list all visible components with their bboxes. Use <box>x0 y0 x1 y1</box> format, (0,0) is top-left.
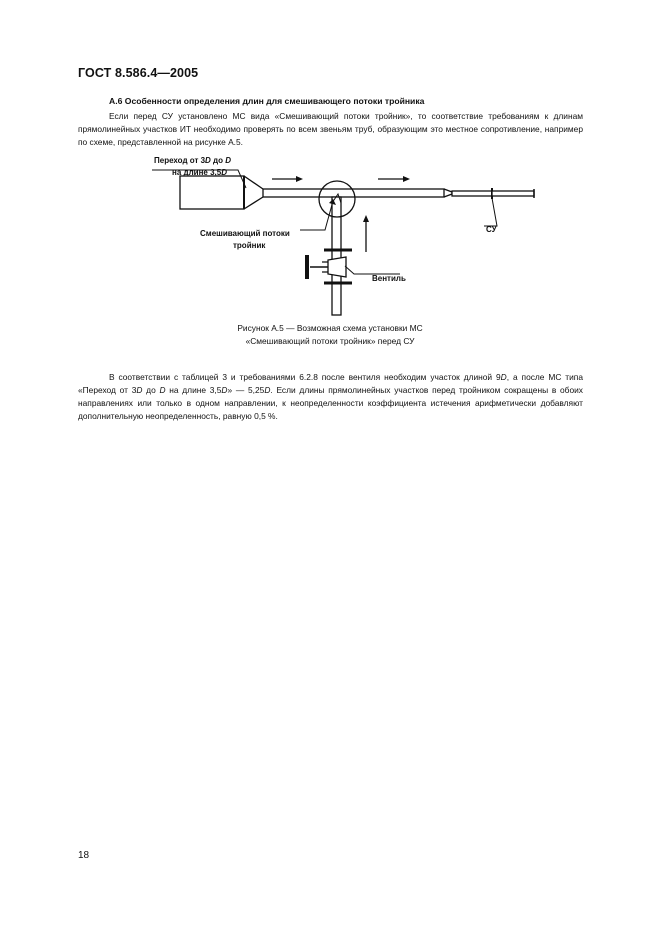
reducer <box>444 189 452 197</box>
downstream-pipe-2 <box>492 191 534 196</box>
figure-caption-line1: Рисунок А.5 — Возможная схема установки МС <box>237 323 423 333</box>
label-su: СУ <box>486 225 497 234</box>
leader-tee <box>300 201 333 230</box>
label-transition-line1: Переход от 3D до D <box>154 156 232 165</box>
section-heading: А.6 Особенности определения длин для смешивающего потоки тройника <box>109 96 425 106</box>
italic-d: D <box>221 385 228 395</box>
italic-d: D <box>500 372 507 382</box>
label-tee-line1: Смешивающий потоки <box>200 229 290 238</box>
valve-body <box>328 257 346 277</box>
page-header-title: ГОСТ 8.586.4—2005 <box>78 66 199 80</box>
paragraph-requirements-part: до <box>142 385 160 395</box>
figure-caption <box>180 322 480 347</box>
label-transition-line2: на длине 3,5D <box>172 168 227 177</box>
italic-d: D <box>136 385 143 395</box>
italic-d: D <box>264 385 271 395</box>
paragraph-requirements-part: , а после МС типа «Переход от 3 <box>78 372 583 395</box>
downstream-pipe-1 <box>452 191 492 196</box>
label-valve: Вентиль <box>372 274 406 283</box>
branch-pipe <box>332 197 341 315</box>
paragraph-requirements-part: » — 5,25 <box>227 385 265 395</box>
paragraph-requirements-part: . Если длины прямолинейных участков перед тройником сокращены в обоих направлениях или только в одном направлении, к неопределенности коэффициента истечения арифметически добавляют дополнительную неопределенность, равную 0,5 %. <box>78 385 583 421</box>
leader-su <box>484 198 497 226</box>
transition-cone <box>244 176 263 209</box>
italic-d: D <box>159 385 166 395</box>
paragraph-requirements-part: на длине 3,5 <box>165 385 222 395</box>
leader-valve <box>345 266 400 274</box>
label-tee-line2: тройник <box>233 241 266 250</box>
paragraph-requirements-part: В соответствии с таблицей 3 и требованиями 6.2.8 после вентиля необходим участок длиной 9 <box>109 372 501 382</box>
paragraph-requirements <box>78 371 583 423</box>
paragraph-intro-text: Если перед СУ установлено МС вида «Смешивающий потоки тройник», то соответствие требованиям к длинам прямолинейных участков ИТ необходимо проверять по всем звеньям труб, образующим это местное сопротивление, например по схеме, представленной на рисунке А.5. <box>78 111 583 147</box>
pipe-scheme-figure <box>0 0 661 340</box>
page-number: 18 <box>78 850 90 861</box>
figure-caption-line2: «Смешивающий потоки тройник» перед СУ <box>245 335 415 346</box>
upstream-large-pipe <box>180 176 244 209</box>
